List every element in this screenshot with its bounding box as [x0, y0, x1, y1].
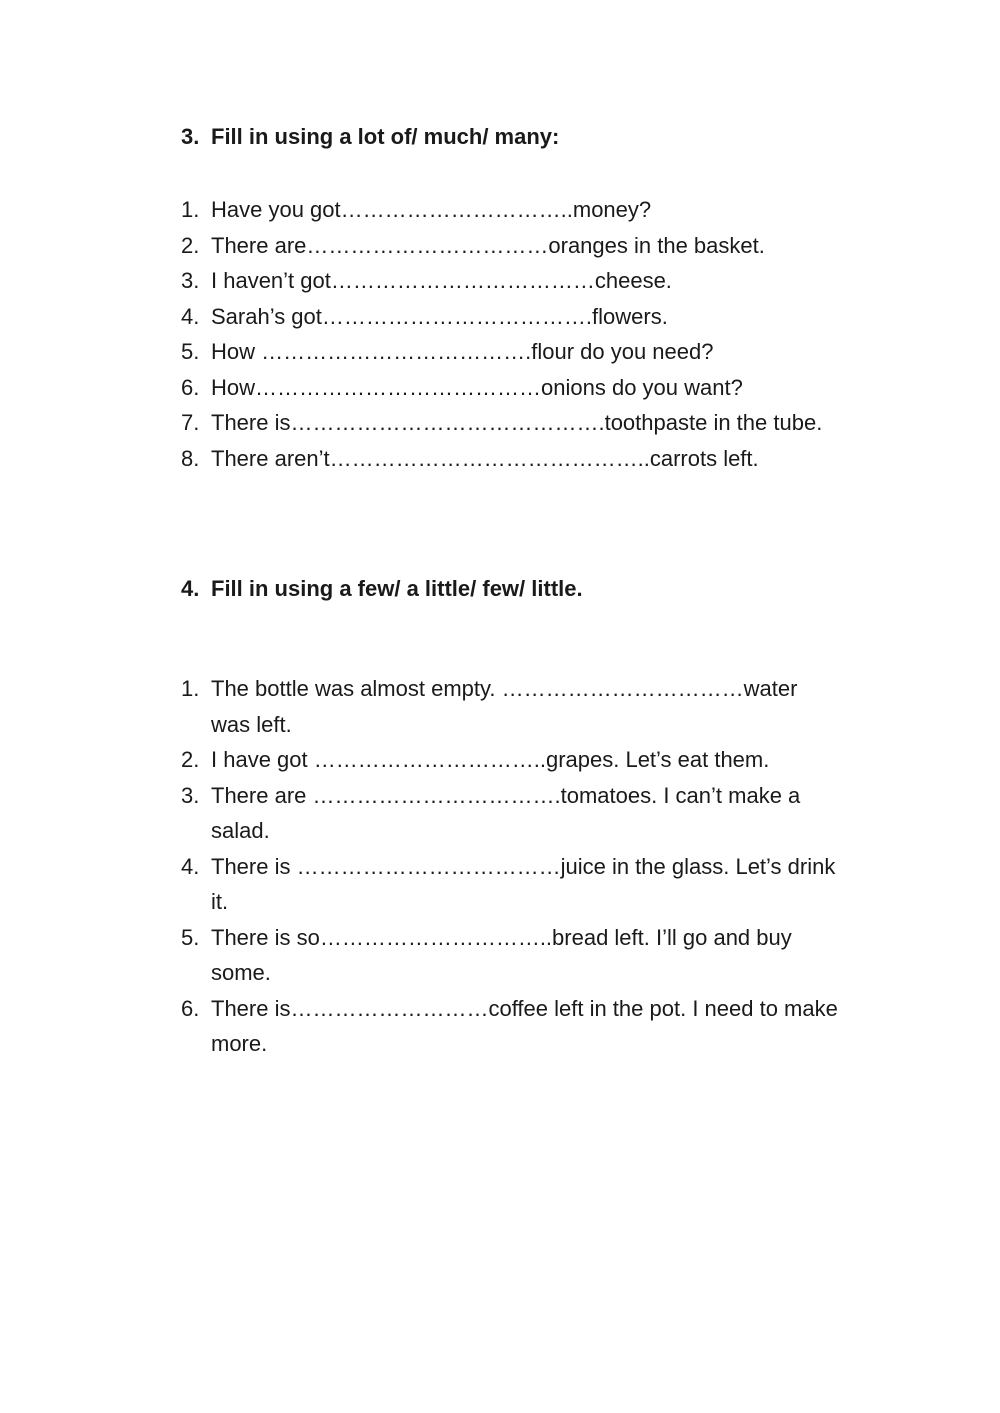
- question-text: How…………………………………onions do you want?: [211, 374, 743, 400]
- question-item: [181, 991, 861, 1062]
- question-item: [181, 334, 861, 370]
- question-list: [181, 671, 861, 1062]
- exercise-number: 4.: [181, 576, 200, 601]
- question-text: There is so…………………………..bread left. I’ll go and buy some.: [211, 924, 792, 985]
- question-item: [181, 742, 861, 778]
- exercise-heading: [181, 122, 861, 152]
- exercise-section-3: [181, 122, 861, 476]
- question-item: [181, 405, 861, 441]
- question-number: 7.: [181, 410, 200, 435]
- exercise-number: 3.: [181, 124, 200, 149]
- question-number: 8.: [181, 445, 200, 471]
- exercise-heading: [181, 574, 861, 604]
- exercise-section-4: [181, 574, 861, 1062]
- question-number: 3.: [181, 268, 200, 293]
- question-number: 3.: [181, 782, 200, 808]
- question-item: [181, 778, 861, 849]
- question-text: There is…………………………………….toothpaste in the tube.: [211, 410, 823, 435]
- question-text: How ……………………………….flour do you need?: [211, 339, 714, 364]
- question-number: 6.: [181, 995, 200, 1021]
- question-text: I have got …………………………..grapes. Let’s eat them.: [211, 747, 770, 772]
- question-number: 5.: [181, 924, 200, 950]
- question-number: 6.: [181, 374, 200, 400]
- question-item: [181, 263, 861, 299]
- question-item: [181, 370, 861, 406]
- question-number: 5.: [181, 339, 200, 364]
- question-item: [181, 228, 861, 264]
- question-item: [181, 849, 861, 920]
- exercise-instruction: Fill in using a few/ a little/ few/ little.: [211, 576, 583, 601]
- question-item: [181, 192, 861, 228]
- question-number: 1.: [181, 676, 200, 701]
- question-text: There are……………………………oranges in the basket.: [211, 232, 765, 258]
- question-number: 2.: [181, 747, 200, 772]
- question-text: The bottle was almost empty. ……………………………water was left.: [211, 676, 798, 737]
- question-text: There is………………………coffee left in the pot. I need to make more.: [211, 995, 838, 1056]
- question-text: There aren’t……………………………………..carrots left.: [211, 445, 759, 471]
- question-text: I haven’t got………………………………cheese.: [211, 268, 672, 293]
- question-number: 1.: [181, 197, 200, 222]
- question-item: [181, 441, 861, 477]
- question-list: [181, 192, 861, 476]
- question-item: [181, 299, 861, 335]
- exercise-instruction: Fill in using a lot of/ much/ many:: [211, 124, 560, 149]
- question-item: [181, 920, 861, 991]
- question-text: Have you got…………………………..money?: [211, 197, 652, 222]
- question-number: 2.: [181, 232, 200, 258]
- question-number: 4.: [181, 303, 200, 329]
- question-text: There are …………………………….tomatoes. I can’t make a salad.: [211, 782, 801, 843]
- question-number: 4.: [181, 853, 200, 879]
- question-text: There is ………………………………juice in the glass. Let’s drink it.: [211, 853, 836, 914]
- question-text: Sarah’s got……………………………….flowers.: [211, 303, 668, 329]
- question-item: [181, 671, 861, 742]
